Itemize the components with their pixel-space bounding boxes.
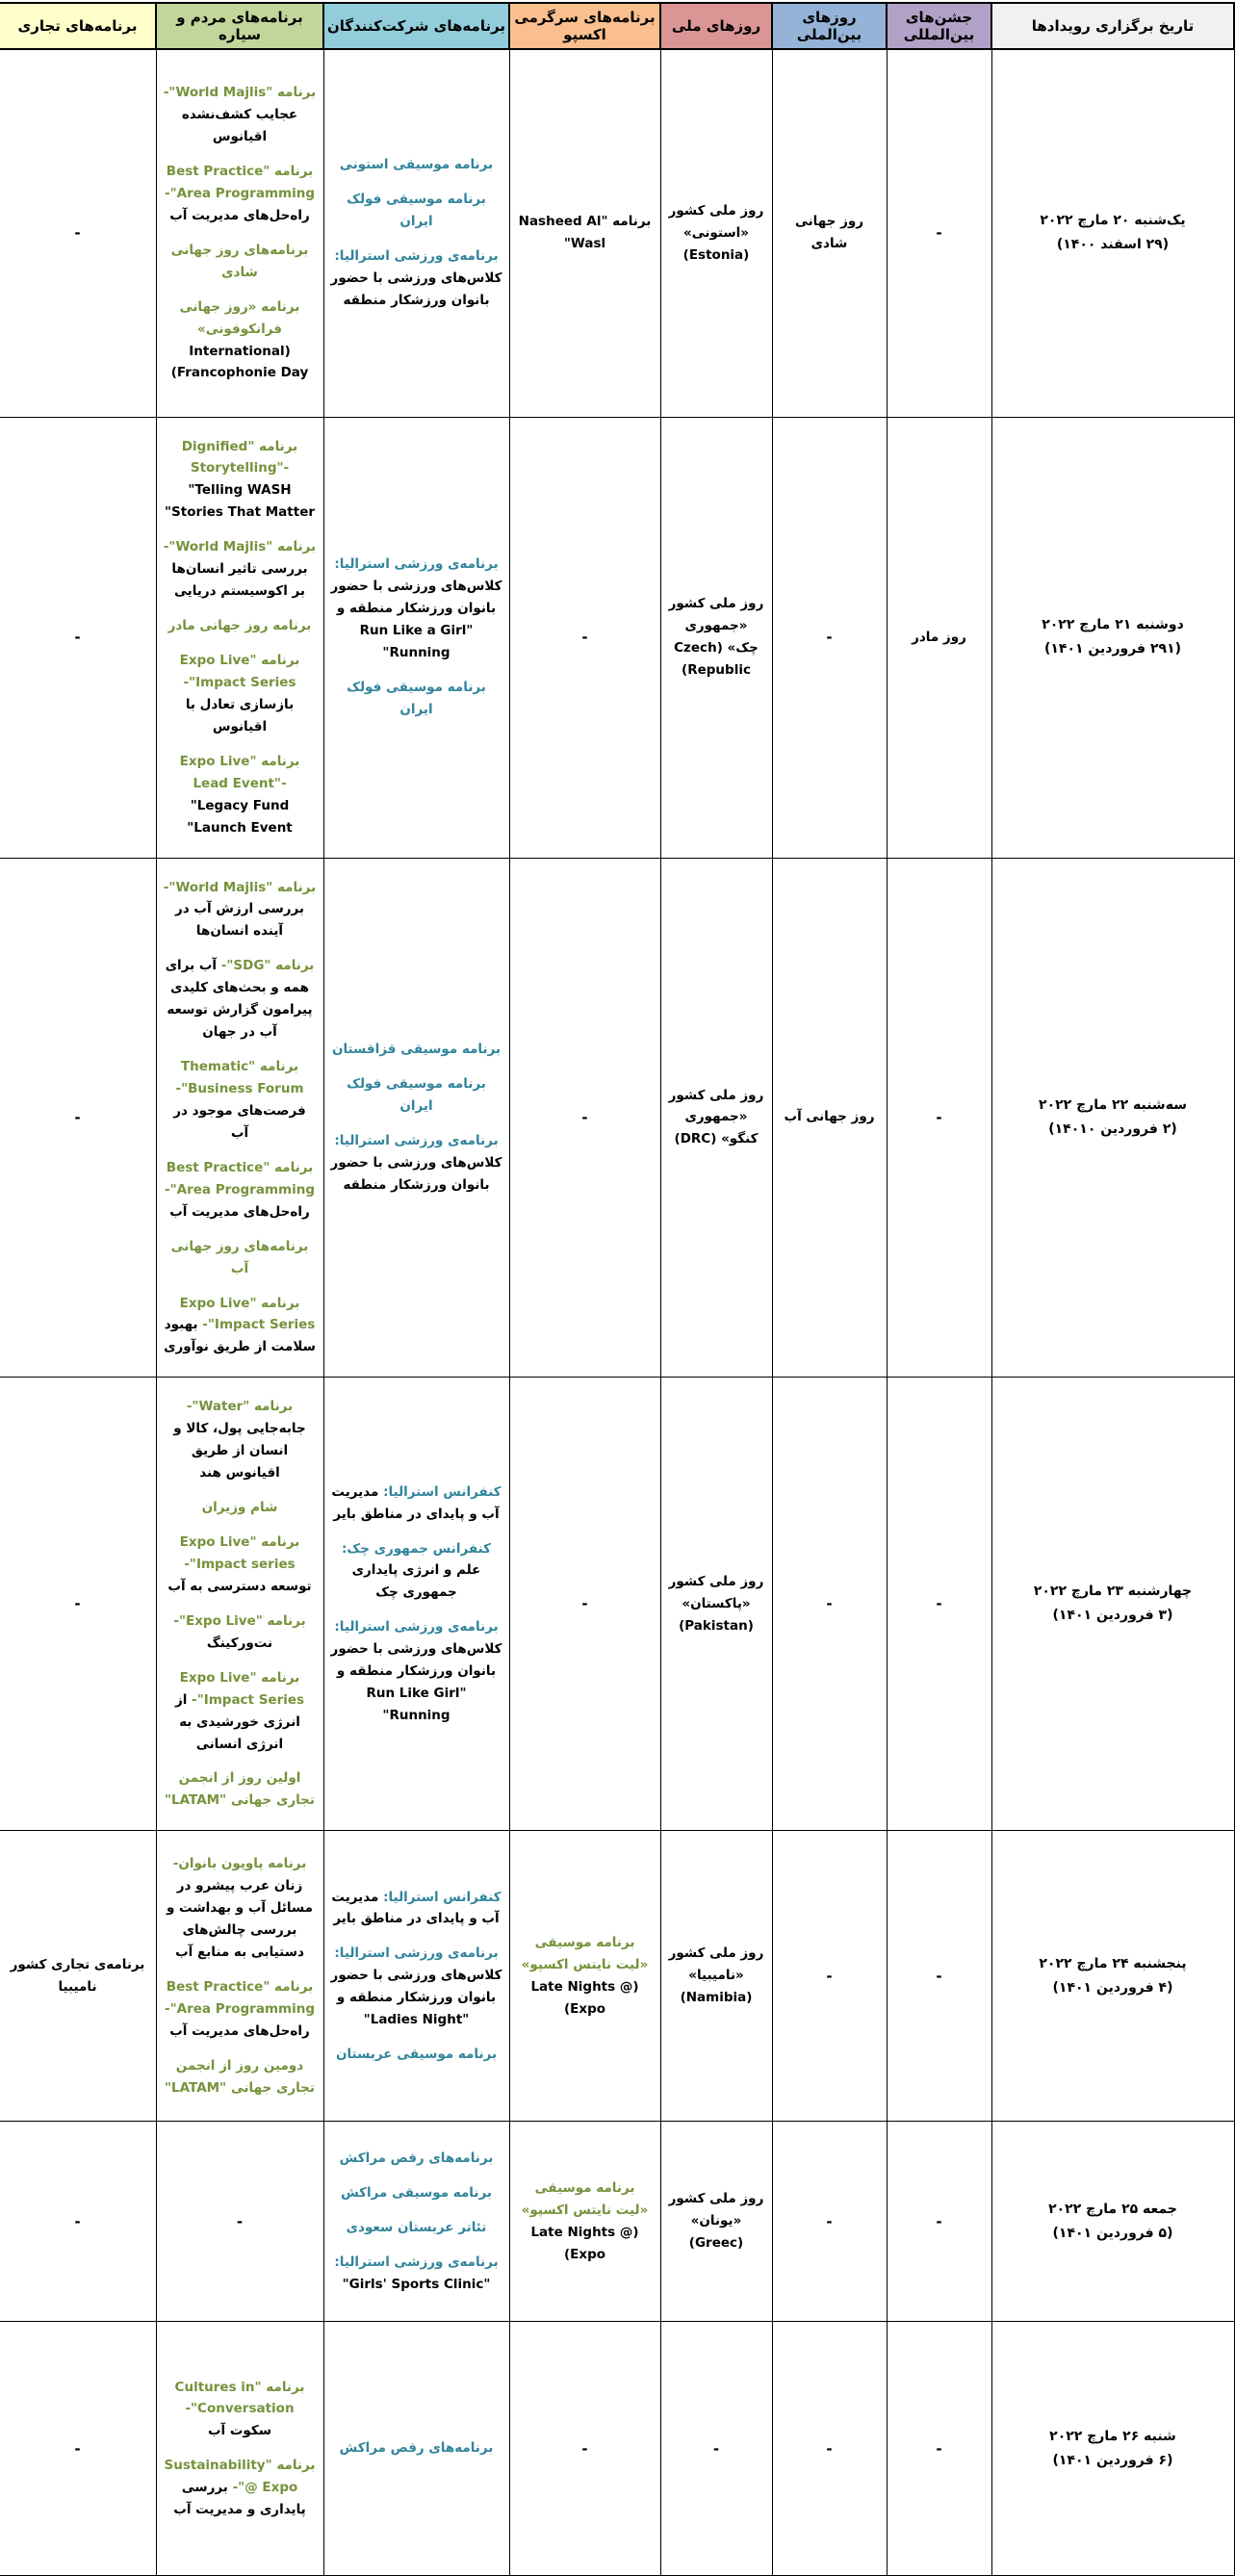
program-item [164, 1236, 317, 1280]
program-desc: عجایب کشف‌نشده اقیانوس [181, 107, 298, 144]
cell-business [0, 49, 156, 417]
program-title: روز مادر [912, 629, 966, 645]
cell-entertainment [509, 2122, 660, 2322]
program-desc: راه‌حل‌های مدیریت آب [169, 2022, 310, 2039]
program-title: برنامه "Expo Live Impact series"- [179, 1534, 300, 1572]
program-title: کنفرانس استرالیا: [383, 1889, 502, 1905]
program-title: برنامه موسیقی مراکش [341, 2184, 492, 2201]
program-desc: نت‌ورکینگ [206, 1635, 273, 1651]
program-item [331, 1039, 502, 1061]
events-table [0, 2, 1235, 2576]
program-title: برنامه "Thematic Business Forum"- [175, 1059, 304, 1096]
program-title: برنامه "Expo Live Impact Series"- [179, 1295, 316, 1333]
date-gregorian: پنجشنبه ۲۴ مارچ ۲۰۲۲ [1039, 1955, 1187, 1971]
empty-cell-dash: - [74, 1595, 81, 1613]
date-gregorian: دوشنبه ۲۱ مارچ ۲۰۲۲ [1042, 616, 1184, 632]
program-item [7, 1954, 149, 1998]
page [0, 2, 1235, 2518]
empty-cell-dash: - [581, 1595, 588, 1613]
program-item [164, 161, 317, 227]
program-title: برنامه موسیقی فولک ایران [347, 192, 486, 230]
program-title: برنامه‌ی تجاری کشور نامیبیا [10, 1956, 145, 1995]
empty-cell-dash: - [826, 1595, 833, 1613]
empty-cell-dash: - [826, 2212, 833, 2230]
program-title: تئاتر عربستان سعودی [346, 2219, 487, 2235]
cell-people_planet [156, 2122, 323, 2322]
empty-cell-dash: - [936, 2439, 942, 2458]
program-title: برنامه روز جهانی مادر [167, 618, 312, 634]
cell-people_planet [156, 1378, 323, 1831]
cell-people_planet [156, 49, 323, 417]
empty-cell-dash: - [74, 1108, 81, 1126]
program-item [164, 2377, 317, 2443]
cell-celebrations [887, 417, 991, 858]
program-desc: مدیریت آب و پایدای در مناطق بایر [331, 1889, 500, 1927]
date-gregorian: شنبه ۲۶ مارچ ۲۰۲۲ [1049, 2428, 1176, 2444]
date-persian: (۲۹۱ فروردین ۱۴۰۱) [1043, 641, 1182, 657]
cell-national_days [660, 417, 772, 858]
program-item [164, 2455, 317, 2521]
program-item [164, 1667, 317, 1756]
program-title: برنامه موسیقی فولک ایران [347, 1076, 486, 1114]
program-title: برنامه‌های رقص مراکش [339, 2150, 494, 2166]
cell-people_planet [156, 417, 323, 858]
program-item [331, 2437, 502, 2460]
program-title: برنامه‌های روز جهانی شادی [170, 242, 309, 280]
empty-cell-dash: - [826, 2439, 833, 2458]
cell-people_planet [156, 2322, 323, 2576]
program-item [331, 189, 502, 233]
program-title: برنامه‌ی ورزشی استرالیا: [334, 1945, 499, 1962]
program-title: شام وزیران [201, 1500, 278, 1516]
program-title: برنامه‌های روز جهانی آب [170, 1238, 309, 1276]
program-title: برنامه موسیقی «لیت نایتس اکسپو» [521, 2179, 649, 2218]
cell-participants [323, 49, 509, 417]
program-item [164, 1497, 317, 1519]
program-desc: زنان عرب پیشرو در مسائل آب و بهداشت و بررسی چالش‌های دستیابی به منابع آب [166, 1878, 314, 1960]
cell-participants [323, 858, 509, 1378]
program-title: برنامه "Best Practice Area Programming"- [164, 1159, 315, 1198]
program-title: برنامه "Best Practice Area Programming"- [164, 163, 315, 201]
date-gregorian: جمعه ۲۵ مارچ ۲۰۲۲ [1048, 2201, 1177, 2217]
cell-date [991, 1831, 1234, 2122]
cell-national_days [660, 1831, 772, 2122]
program-item [331, 2148, 502, 2170]
program-item [164, 82, 317, 148]
event-row-2 [0, 417, 1234, 858]
program-desc: (International Francophonie Day) [170, 343, 309, 381]
cell-intl_days [772, 1378, 887, 1831]
cell-people_planet [156, 1831, 323, 2122]
program-title: روز ملی کشور «نامیبیا» (Namibia) [668, 1945, 764, 2006]
date-gregorian: یک‌شنبه ۲۰ مارچ ۲۰۲۲ [1040, 213, 1186, 229]
empty-cell-dash: - [826, 1967, 833, 1985]
cell-date [991, 1378, 1234, 1831]
cell-intl_days [772, 417, 887, 858]
empty-cell-dash: - [936, 1108, 942, 1126]
program-title: روز جهانی شادی [794, 214, 864, 252]
date-persian: (۲۹ اسفند ۱۴۰۰) [1056, 237, 1170, 253]
program-item [668, 593, 765, 682]
cell-celebrations [887, 858, 991, 1378]
empty-cell-dash: - [74, 2439, 81, 2458]
program-item [164, 296, 317, 385]
program-desc: بررسی ارزش آب در آینده انسان‌ها [175, 901, 304, 940]
program-title: برنامه‌ی ورزشی استرالیا: [334, 556, 499, 573]
program-item [164, 751, 317, 839]
program-item [164, 1157, 317, 1224]
empty-cell-dash: - [826, 629, 833, 646]
program-item [164, 650, 317, 738]
program-desc: توسعه دسترسی به آب [167, 1578, 312, 1594]
program-title: برنامه "SDG"- [220, 958, 315, 974]
cell-participants [323, 1378, 509, 1831]
program-item [331, 677, 502, 721]
event-row-6 [0, 2122, 1234, 2322]
empty-cell-dash: - [236, 2212, 244, 2230]
program-title: برنامه "World Majlis"- [163, 539, 317, 555]
program-item [331, 554, 502, 664]
cell-entertainment [509, 49, 660, 417]
cell-people_planet [156, 858, 323, 1378]
program-item [331, 154, 502, 176]
cell-intl_days [772, 49, 887, 417]
program-item [164, 1532, 317, 1598]
date-persian: (۴ فروردین ۱۴۰۱) [1052, 1979, 1173, 1996]
cell-participants [323, 417, 509, 858]
cell-national_days [660, 858, 772, 1378]
program-item [164, 877, 317, 943]
program-item [331, 1616, 502, 1727]
empty-cell-dash: - [581, 2439, 588, 2458]
program-desc: کلاس‌های ورزشی با حضور بانوان ورزشکار منطقه [330, 270, 502, 309]
program-desc: "Legacy Fund Launch Event" [187, 797, 293, 836]
program-item [780, 211, 880, 255]
program-item [164, 1976, 317, 2043]
program-desc: سکوت آب [207, 2423, 272, 2439]
program-title: روز ملی کشور «جمهوری کنگو» (DRC) [668, 1087, 764, 1147]
cell-national_days [660, 49, 772, 417]
program-title: برنامه پاویون بانوان- [172, 1856, 307, 1872]
cell-business [0, 1378, 156, 1831]
program-desc: "Telling WASH Stories That Matter" [164, 482, 316, 521]
program-item [331, 1943, 502, 2031]
program-title: برنامه "Best Practice Area Programming"- [164, 1978, 315, 2017]
program-item [164, 2055, 317, 2099]
cell-participants [323, 1831, 509, 2122]
program-item [331, 1538, 502, 1605]
cell-intl_days [772, 1831, 887, 2122]
program-item [331, 1887, 502, 1931]
column-header-celebrations: جشن‌های بین‌المللی [887, 3, 991, 49]
program-title: دومین روز از انجمن تجاری جهانی "LATAM" [165, 2057, 315, 2096]
empty-cell-dash: - [74, 2212, 81, 2230]
program-title: کنفرانس استرالیا: [383, 1483, 502, 1500]
program-item [668, 200, 765, 267]
cell-participants [323, 2322, 509, 2576]
program-title: روز ملی کشور «پاکستان» (Pakistan) [668, 1573, 764, 1634]
program-item [517, 1932, 654, 2021]
program-item [331, 1130, 502, 1197]
program-title: برنامه "Water"- [186, 1399, 294, 1415]
program-item [331, 2044, 502, 2066]
program-title: برنامه "Dignified Storytelling"- [181, 438, 298, 477]
program-title: برنامه‌ی ورزشی استرالیا: [334, 1619, 499, 1636]
program-title: برنامه موسیقی «لیت نایتس اکسپو» [521, 1934, 649, 1972]
program-item [164, 1610, 317, 1655]
program-title: برنامه "Expo Live Lead Event"- [179, 753, 300, 791]
program-desc: جابه‌جایی پول، کالا و انسان از طریق اقیانوس هند [173, 1421, 306, 1481]
program-title: برنامه "World Majlis"- [163, 879, 317, 895]
program-title: برنامه‌ی ورزشی استرالیا: [334, 248, 499, 265]
cell-participants [323, 2122, 509, 2322]
program-item [164, 615, 317, 637]
program-item [331, 1481, 502, 1526]
program-item [331, 2217, 502, 2239]
program-item [164, 1853, 317, 1964]
event-row-4 [0, 1378, 1234, 1831]
cell-celebrations [887, 2122, 991, 2322]
program-desc: بهبود سلامت از طریق نوآوری [164, 1317, 316, 1355]
program-title: برنامه موسیقی عربستان [335, 2047, 498, 2063]
cell-celebrations [887, 1378, 991, 1831]
cell-entertainment [509, 1831, 660, 2122]
program-title: برنامه موسیقی استونی [339, 157, 494, 173]
program-desc: کلاس‌های ورزشی با حضور بانوان ورزشکار منطقه و "Ladies Night" [330, 1968, 502, 2028]
program-item [331, 245, 502, 312]
program-desc: کلاس‌های ورزشی با حضور بانوان ورزشکار منطقه و "Run Like Girl Running" [330, 1641, 502, 1724]
cell-date [991, 2122, 1234, 2322]
column-header-business: برنامه‌های تجاری [0, 3, 156, 49]
program-title: برنامه‌های رقص مراکش [339, 2440, 494, 2457]
cell-celebrations [887, 49, 991, 417]
program-title: برنامه "Expo Live Impact Series"- [179, 653, 300, 690]
program-desc: (Late Nights @ Expo) [530, 2224, 639, 2262]
program-title: برنامه "Cultures in Conversation"- [174, 2379, 305, 2417]
program-item [164, 1767, 317, 1812]
program-title: برنامه «روز جهانی فرانکوفونی» [179, 298, 300, 337]
program-title: روز ملی کشور «یونان» (Greec) [668, 2191, 764, 2252]
program-item [164, 955, 317, 1043]
program-desc: فرصت‌های موجود در آب [173, 1102, 306, 1141]
cell-date [991, 49, 1234, 417]
program-desc: از انرژی خورشیدی به انرژی انسانی [174, 1691, 300, 1752]
program-desc: راه‌حل‌های مدیریت آب [169, 1203, 310, 1220]
empty-cell-dash: - [581, 1108, 588, 1126]
program-title: اولین روز از انجمن تجاری جهانی "LATAM" [165, 1770, 315, 1809]
program-item [894, 627, 985, 649]
program-title: برنامه "Expo Live Impact Series"- [179, 1669, 305, 1708]
empty-cell-dash: - [74, 629, 81, 646]
cell-national_days [660, 1378, 772, 1831]
cell-entertainment [509, 1378, 660, 1831]
program-item [164, 436, 317, 525]
program-item [164, 1056, 317, 1145]
program-desc: بازسازی تعادل با اقیانوس [185, 696, 295, 734]
program-item [780, 1106, 880, 1128]
program-title: برنامه‌ی ورزشی استرالیا: [334, 2254, 499, 2270]
program-item [668, 2188, 765, 2254]
column-header-date: تاریخ برگزاری رویدادها [991, 3, 1234, 49]
program-item [668, 1085, 765, 1151]
event-row-7 [0, 2322, 1234, 2576]
cell-intl_days [772, 2122, 887, 2322]
date-persian: (۲ فروردین ۱۴۰۱۰) [1048, 1121, 1177, 1137]
header-row [0, 3, 1234, 49]
cell-national_days [660, 2322, 772, 2576]
program-title: کنفرانس جمهوری چک: [342, 1540, 491, 1557]
cell-intl_days [772, 858, 887, 1378]
cell-business [0, 2322, 156, 2576]
program-item [668, 1943, 765, 2009]
date-gregorian: سه‌شنبه ۲۲ مارچ ۲۰۲۲ [1039, 1096, 1187, 1113]
cell-national_days [660, 2122, 772, 2322]
cell-business [0, 417, 156, 858]
cell-entertainment [509, 2322, 660, 2576]
program-title: روز ملی کشور «جمهوری چک» (Czech Republic) [668, 596, 764, 678]
program-title: برنامه "Nasheed Al Wasl" [518, 214, 652, 252]
event-row-5 [0, 1831, 1234, 2122]
program-desc: مدیریت آب و پایدای در مناطق بایر [331, 1483, 500, 1522]
column-header-intl_days: روزهای بین‌الملی [772, 3, 887, 49]
program-desc: علم و انرژی پایداری جمهوری چک [351, 1562, 481, 1601]
program-desc: کلاس‌های ورزشی با حضور بانوان ورزشکار منطقه و "Run Like a Girl Running" [330, 579, 502, 660]
empty-cell-dash: - [581, 629, 588, 646]
date-persian: (۳ فروردین ۱۴۰۱) [1052, 1608, 1173, 1624]
program-title: برنامه‌ی ورزشی استرالیا: [334, 1132, 499, 1148]
cell-business [0, 1831, 156, 2122]
program-desc: بررسی پایداری و مدیریت آب [173, 2480, 306, 2518]
empty-cell-dash: - [936, 224, 942, 243]
program-item [331, 2182, 502, 2204]
date-persian: (۵ فروردین ۱۴۰۱) [1052, 2225, 1173, 2241]
program-item [517, 2177, 654, 2266]
program-desc: کلاس‌های ورزشی با حضور بانوان ورزشکار منطقه [330, 1154, 502, 1193]
date-persian: (۶ فروردین ۱۴۰۱) [1052, 2452, 1173, 2468]
program-title: روز جهانی آب [784, 1109, 875, 1125]
program-item [164, 1293, 317, 1359]
program-desc: "Girls' Sports Clinic" [342, 2276, 491, 2292]
event-row-3 [0, 858, 1234, 1378]
empty-cell-dash: - [936, 1967, 942, 1985]
program-desc: بررسی تاثیر انسان‌ها بر اکوسیستم دریایی [171, 561, 308, 600]
event-row-1 [0, 49, 1234, 417]
column-header-participants: برنامه‌های شرکت‌کنندگان [323, 3, 509, 49]
column-header-people_planet: برنامه‌های مردم و سیاره [156, 3, 323, 49]
cell-date [991, 2322, 1234, 2576]
program-item [164, 1396, 317, 1484]
program-desc: راه‌حل‌های مدیریت آب [169, 207, 310, 223]
program-item [331, 2252, 502, 2296]
cell-date [991, 858, 1234, 1378]
column-header-national_days: روزهای ملی [660, 3, 772, 49]
program-item [517, 211, 654, 255]
empty-cell-dash: - [74, 224, 81, 243]
program-desc: (Late Nights @ Expo) [530, 1978, 639, 2017]
column-header-entertainment: برنامه‌های سرگرمی اکسپو [509, 3, 660, 49]
empty-cell-dash: - [936, 1595, 942, 1613]
program-item [331, 1073, 502, 1118]
program-title: برنامه "Expo Live"- [173, 1612, 306, 1629]
program-title: روز ملی کشور «استونی» (Estonia) [668, 202, 764, 263]
program-item [164, 240, 317, 284]
program-title: برنامه موسیقی فولک ایران [347, 679, 486, 717]
empty-cell-dash: - [712, 2439, 720, 2458]
program-title: برنامه "Sustainability @ Expo"- [164, 2458, 316, 2496]
date-gregorian: چهارشنبه ۲۳ مارچ ۲۰۲۲ [1033, 1584, 1193, 1600]
cell-date [991, 417, 1234, 858]
cell-business [0, 2122, 156, 2322]
cell-business [0, 858, 156, 1378]
cell-celebrations [887, 1831, 991, 2122]
cell-entertainment [509, 417, 660, 858]
cell-celebrations [887, 2322, 991, 2576]
program-item [164, 536, 317, 603]
cell-entertainment [509, 858, 660, 1378]
program-item [668, 1571, 765, 1637]
program-title: برنامه موسیقی قزاقستان [331, 1042, 502, 1058]
program-title: برنامه "World Majlis"- [163, 85, 317, 101]
program-desc: آب برای همه و بحث‌های کلیدی پیرامون گزارش توسعه آب در جهان [165, 958, 313, 1041]
empty-cell-dash: - [936, 2212, 942, 2230]
cell-intl_days [772, 2322, 887, 2576]
